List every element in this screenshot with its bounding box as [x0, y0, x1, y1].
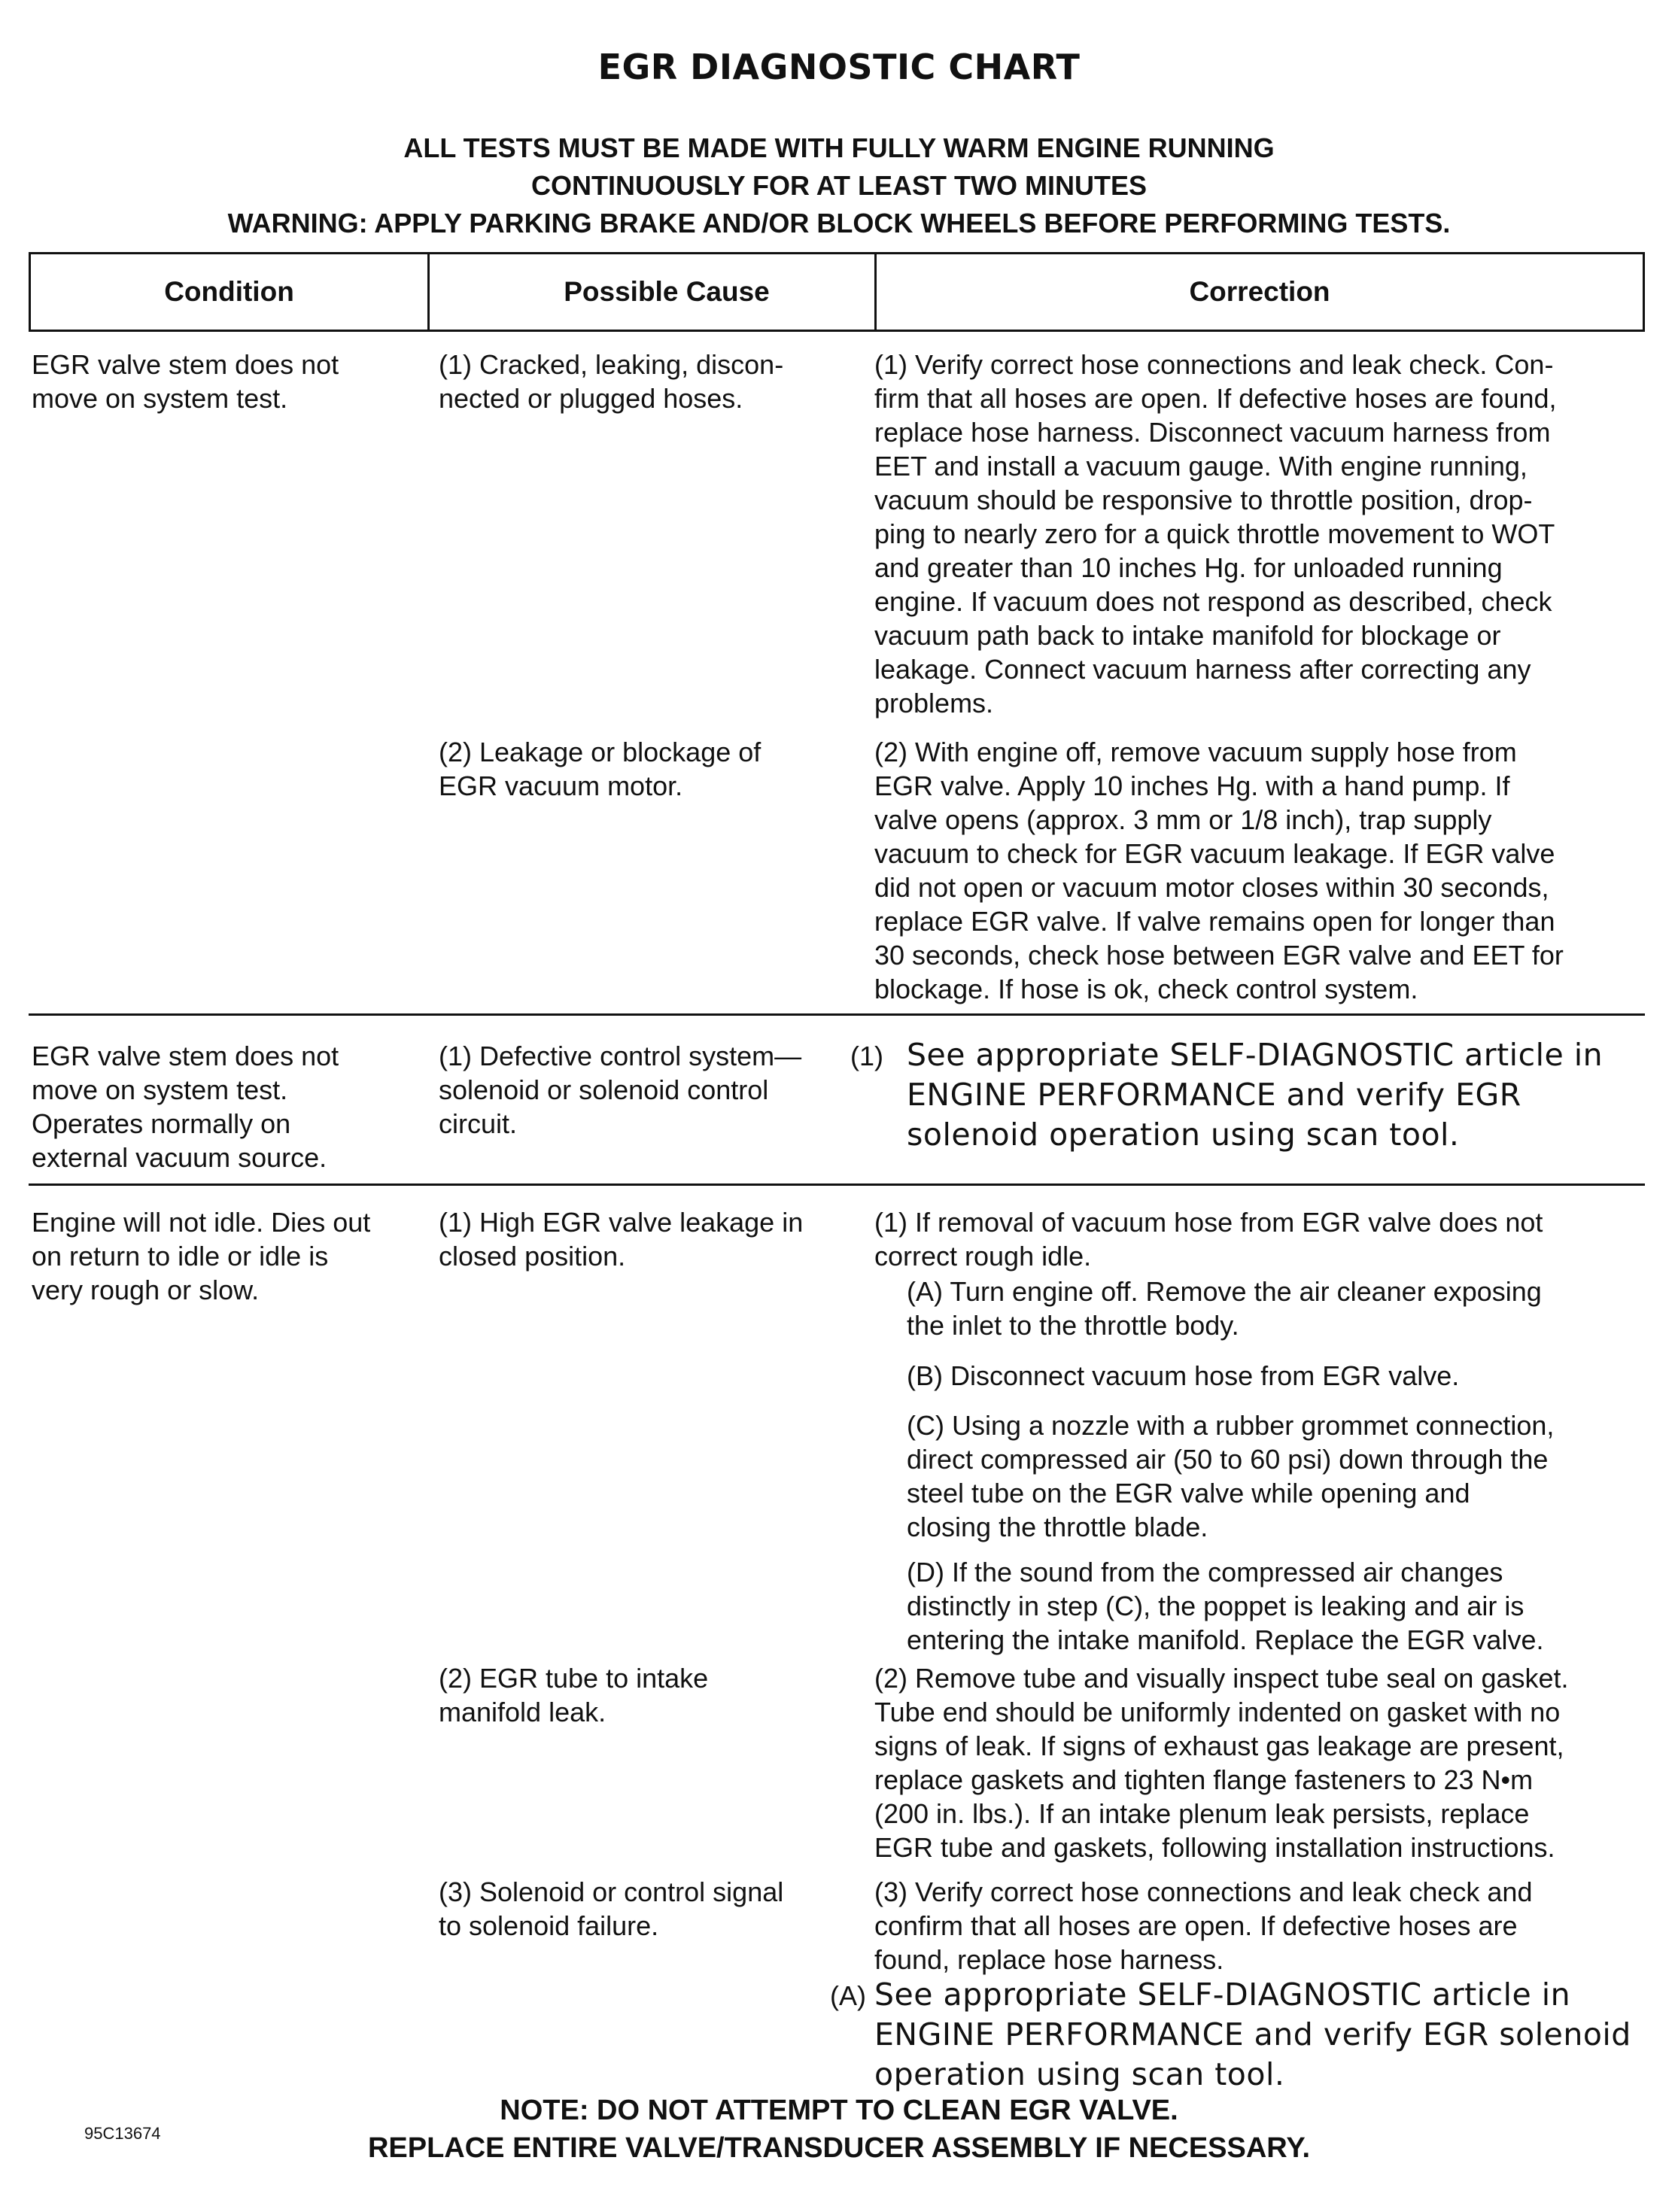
row-3-correction-2: (2) Remove tube and visually inspect tube seal on gasket. Tube end should be uniformly indented on gasket with no signs of leak. If signs of exhaust gas leakage are present, replace gaskets and tighten flange fasteners to 23 N•m (200 in. lbs.). If an intake plenum leak persists, replace EGR tube and gaskets, following installation instructions. — [874, 1663, 1569, 1863]
instruction-line-1: ALL TESTS MUST BE MADE WITH FULLY WARM ENGINE RUNNING — [403, 132, 1275, 163]
row-1-correction-1: (1) Verify correct hose connections and leak check. Con- firm that all hoses are open. If defective hoses are found, replace hose harness. Disconnect vacuum harness from EET and install a vacuum gauge. With engine running, vacuum should be responsive to throttle position, drop- ping to nearly zero for a quick throttle movement to WOT and greater than 10 inches Hg. for unloaded running engine. If vacuum does not respond as described, check vacuum path back to intake manifold for blockage or leakage. Connect vacuum harness after correcting any problems. — [874, 349, 1557, 719]
footer-note-line-2: REPLACE ENTIRE VALVE/TRANSDUCER ASSEMBLY IF NECESSARY. — [367, 2132, 1311, 2164]
row-3-extra-marker: (A) — [830, 1980, 866, 2011]
row-3-correction-1: (1) If removal of vacuum hose from EGR valve does not correct rough idle. — [874, 1207, 1543, 1272]
column-header-condition: Condition — [164, 276, 294, 307]
row-3-step-a: (A) Turn engine off. Remove the air cleaner exposing the inlet to the throttle body. — [907, 1276, 1542, 1341]
row-3-step-c: (C) Using a nozzle with a rubber grommet connection, direct compressed air (50 to 60 psi) down through the steel tube on the EGR valve while opening and closing the throttle blade. — [907, 1410, 1555, 1542]
row-2-cause-1: (1) Defective control system— solenoid or solenoid control circuit. — [439, 1041, 802, 1139]
row-1-correction-2: (2) With engine off, remove vacuum supply hose from EGR valve. Apply 10 inches Hg. with a hand pump. If valve opens (approx. 3 mm or 1/8 inch), trap supply vacuum to check for EGR vacuum leakage. If EGR valve did not open or vacuum motor closes within 30 seconds, replace EGR valve. If valve remains open for longer than 30 seconds, check hose between EGR valve and EET for blockage. If hose is ok, check control system. — [874, 737, 1564, 1004]
row-divider — [29, 1013, 1645, 1016]
row-1-cause-2: (2) Leakage or blockage of EGR vacuum motor. — [439, 737, 761, 801]
row-divider — [29, 1183, 1645, 1186]
figure-id: 95C13674 — [84, 2124, 161, 2143]
row-3-condition: Engine will not idle. Dies out on return to idle or idle is very rough or slow. — [32, 1207, 371, 1305]
chart-title: EGR DIAGNOSTIC CHART — [597, 47, 1081, 87]
row-2-correction-marker: (1) — [850, 1041, 883, 1071]
row-3-extra-note: See appropriate SELF-DIAGNOSTIC article in ENGINE PERFORMANCE and verify EGR solenoid operation using scan tool. — [874, 1977, 1631, 2092]
row-3-cause-2: (2) EGR tube to intake manifold leak. — [439, 1663, 709, 1727]
row-2-condition: EGR valve stem does not move on system test. Operates normally on external vacuum source. — [32, 1041, 339, 1173]
row-3-cause-1: (1) High EGR valve leakage in closed position. — [439, 1207, 804, 1272]
row-1-condition: EGR valve stem does not move on system test. — [32, 349, 339, 414]
row-3-step-b: (B) Disconnect vacuum hose from EGR valve. — [907, 1360, 1460, 1391]
table-header — [29, 252, 1645, 332]
row-3-step-d: (D) If the sound from the compressed air changes distinctly in step (C), the poppet is leaking and air is entering the intake manifold. Replace the EGR valve. — [907, 1557, 1544, 1655]
column-header-possible-cause: Possible Cause — [564, 276, 770, 307]
column-header-correction: Correction — [1189, 276, 1330, 307]
row-3-correction-3: (3) Verify correct hose connections and leak check and confirm that all hoses are open. If defective hoses are found, replace hose harness. — [874, 1876, 1533, 1975]
row-2-correction-1: See appropriate SELF-DIAGNOSTIC article in ENGINE PERFORMANCE and verify EGR solenoid operation using scan tool. — [907, 1037, 1604, 1153]
warning-line: WARNING: APPLY PARKING BRAKE AND/OR BLOCK WHEELS BEFORE PERFORMING TESTS. — [227, 208, 1451, 239]
row-3-cause-3: (3) Solenoid or control signal to solenoid failure. — [439, 1876, 784, 1941]
row-1-cause-1: (1) Cracked, leaking, discon- nected or plugged hoses. — [439, 349, 784, 414]
footer-note-line-1: NOTE: DO NOT ATTEMPT TO CLEAN EGR VALVE. — [500, 2095, 1178, 2126]
instruction-line-2: CONTINUOUSLY FOR AT LEAST TWO MINUTES — [531, 170, 1147, 201]
